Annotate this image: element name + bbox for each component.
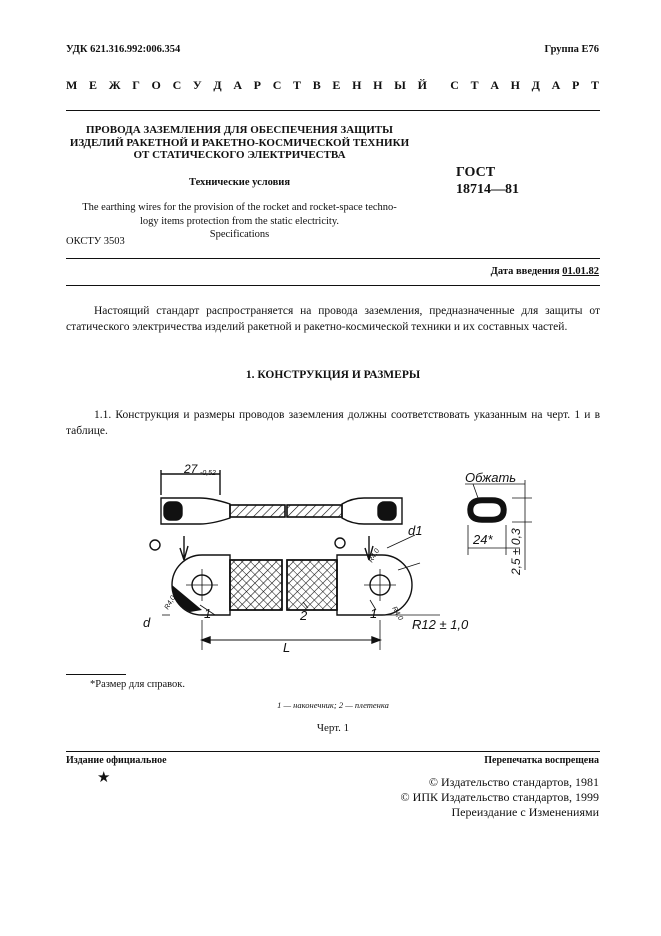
interstate-standard-banner (66, 78, 599, 93)
label-24: 24* (473, 532, 493, 547)
star-mark: ★ (97, 770, 111, 786)
english-title-line2: logy items protection from the static electricity. (139, 215, 340, 227)
paragraph-1-1: 1.1. Конструкция и размеры проводов заземления должны соответствовать указанным на черт. 1 и в таблице. (66, 409, 600, 437)
callout-1-left: 1 (204, 606, 212, 621)
label-obzhat: Обжать (465, 470, 517, 485)
banner-letter: Н (510, 78, 520, 92)
intro-paragraph: Настоящий стандарт распространяется на провода заземления, предназначенные для защиты от статического электричества изделий ракетной и ракетно-космической техники и их составных частей. (66, 305, 600, 333)
banner-letter: Д (213, 78, 222, 92)
english-title-line3: Specifications (209, 229, 270, 241)
footnote: *Размер для справок. (90, 679, 186, 690)
banner-letter: А (551, 78, 561, 92)
banner-letter: Д (531, 78, 540, 92)
label-R12: R12 ± 1,0 (412, 617, 469, 632)
gost-designation (456, 165, 519, 199)
wire-side-view (161, 462, 402, 524)
figure-caption: Черт. 1 (316, 722, 350, 734)
figure-1-drawing (140, 460, 610, 665)
callout-1-right: 1 (370, 606, 378, 621)
reissue-note: Переиздание с Изменениями (451, 805, 599, 819)
banner-letter: Е (332, 78, 341, 92)
banner-letter: С (272, 78, 282, 92)
banner-letter: М (66, 78, 78, 92)
label-2-5: 2,5 ± 0,3 (509, 528, 523, 575)
banner-letter: С (172, 78, 182, 92)
reprint-prohibited: Перепечатка воспрещена (484, 755, 599, 766)
copyright-block (401, 775, 599, 820)
okstu-code: ОКСТУ 3503 (66, 236, 125, 247)
banner-letter: У (192, 78, 202, 92)
label-r4-2: R4,0 (367, 547, 382, 564)
banner-letter: Т (590, 78, 599, 92)
banner-letter: Ы (394, 78, 406, 92)
footer-rule (66, 751, 600, 752)
crimp-section-view (465, 470, 532, 576)
footnote-rule (66, 674, 126, 675)
banner-letter: Р (571, 78, 580, 92)
banner-letter: О (151, 78, 161, 92)
date-rule (66, 285, 600, 286)
gost-number: 18714—81 (456, 181, 519, 197)
introduction-date (491, 266, 599, 277)
official-edition: Издание официальное (66, 755, 167, 766)
banner-rule (66, 110, 600, 111)
english-title-line1: The earthing wires for the provision of the rocket and rocket-space techno- (82, 202, 397, 213)
label-d1: d1 (408, 523, 423, 538)
copyright-1999: © ИПК Издательство стандартов, 1999 (400, 790, 599, 804)
banner-letter: А (490, 78, 499, 92)
title-rule (66, 258, 600, 259)
label-d: d (143, 615, 151, 630)
copyright-1981: © Издательство стандартов, 1981 (428, 775, 599, 789)
section-1-title: 1. КОНСТРУКЦИЯ И РАЗМЕРЫ (245, 369, 421, 381)
dim-27-tolerance: -0,52 (200, 470, 216, 477)
banner-letter: Й (417, 78, 427, 92)
banner-letter: А (233, 78, 242, 92)
banner-letter: Н (352, 78, 362, 92)
banner-letter: Ж (108, 78, 121, 92)
banner-letter: Т (293, 78, 302, 92)
subtitle-ru: Технические условия (188, 177, 291, 188)
label-r4-3: R4,0 (390, 605, 404, 622)
label-L: L (283, 640, 291, 655)
banner-letter: Е (89, 78, 98, 92)
gost-label: ГОСТ (456, 165, 496, 180)
banner-letter: Н (373, 78, 383, 92)
banner-letter: Т (470, 78, 479, 92)
intro-date-value: 01.01.82 (562, 266, 599, 277)
banner-letter: С (450, 78, 459, 92)
intro-date-label: Дата введения (490, 266, 560, 277)
dim-27: 27 (184, 462, 198, 476)
label-r4-1: R4,0 (163, 594, 178, 611)
document-title: ПРОВОДА ЗАЗЕМЛЕНИЯ ДЛЯ ОБЕСПЕЧЕНИЯ ЗАЩИТЫ ИЗДЕЛИЙ РАКЕТНОЙ И РАКЕТНО-КОСМИЧЕСКОЙ ТЕХНИКИ ОТ СТАТИЧЕСКОГО ЭЛЕКТРИЧЕСТВА (69, 124, 410, 162)
banner-letter: Р (253, 78, 262, 92)
udk-code: УДК 621.316.992:006.354 (66, 44, 181, 55)
figure-legend: 1 — наконечник; 2 — плетенка (277, 700, 389, 710)
callout-2: 2 (300, 608, 308, 623)
banner-letter: Г (132, 78, 140, 92)
group-code: Группа Е76 (544, 44, 599, 55)
banner-letter: В (312, 78, 321, 92)
wire-plan-view (150, 535, 440, 650)
